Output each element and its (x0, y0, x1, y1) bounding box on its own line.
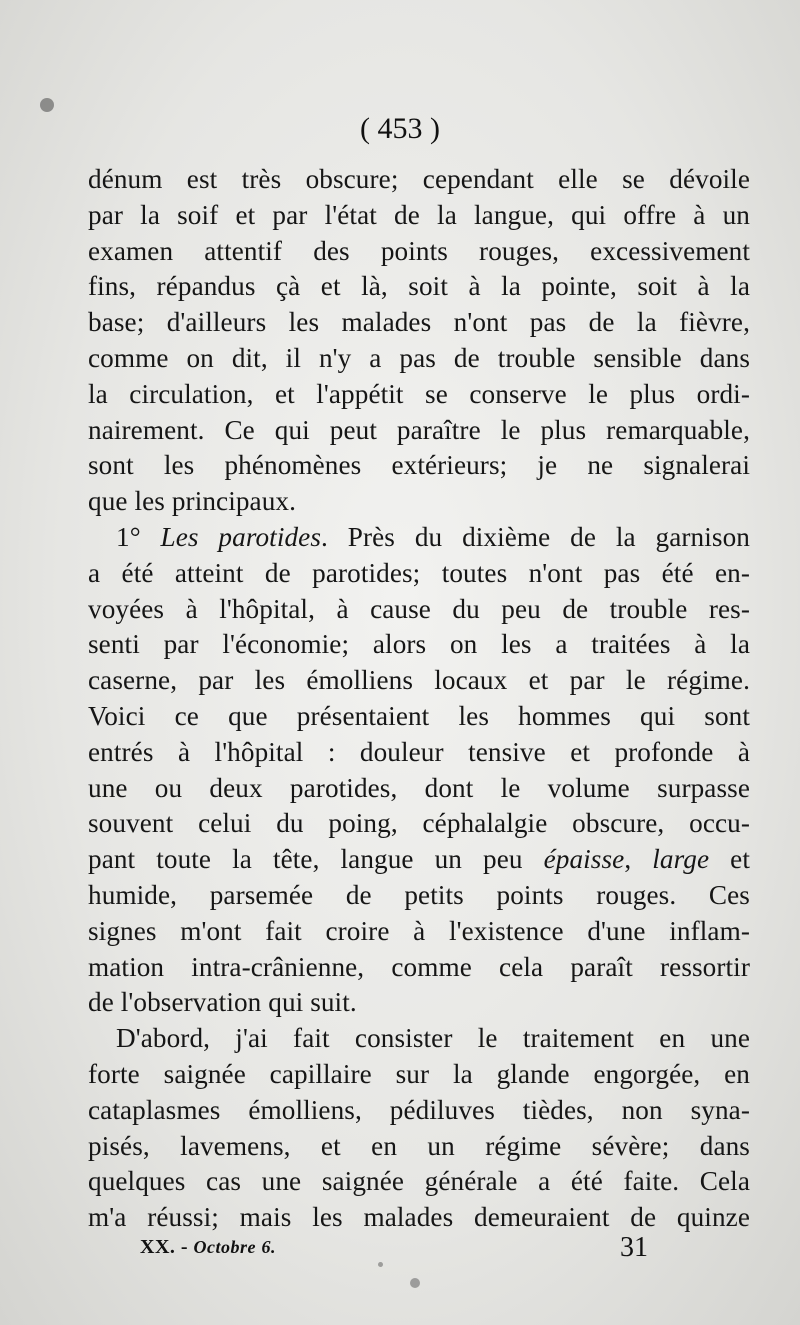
text-line: une ou deux parotides, dont le volume surpasse (88, 772, 750, 803)
text-segment: . Près du dixième de la garnison (321, 521, 750, 552)
ink-speck (410, 1278, 420, 1288)
text-line: la circulation, et l'appétit se conserve le plus ordi- (88, 378, 750, 409)
text-line: souvent celui du poing, céphalalgie obscure, occu- (88, 808, 750, 839)
text-line: pisés, lavemens, et en un régime sévère; dans (88, 1130, 750, 1161)
body-text (88, 162, 750, 1236)
text-line: senti par l'économie; alors on les a traitées à la (88, 629, 750, 660)
text-line: a été atteint de parotides; toutes n'ont pas été en- (88, 557, 750, 588)
signature-prefix: XX. - (140, 1236, 189, 1258)
signature-day: 6. (261, 1237, 277, 1257)
text-line: sont les phénomènes extérieurs; je ne signalerai (88, 450, 750, 481)
signature-month: Octobre (193, 1237, 257, 1257)
text-segment: 1° (116, 521, 161, 552)
text-line: humide, parsemée de petits points rouges. Ces (88, 879, 750, 910)
italic-segment: épaisse (543, 844, 625, 875)
text-segment: pant toute la tête, langue un peu (88, 844, 544, 875)
text-line: D'abord, j'ai fait consister le traitement en une (116, 1023, 750, 1054)
text-segment: , (624, 844, 653, 875)
page-number: ( 453 ) (360, 112, 440, 145)
text-line (88, 842, 750, 878)
text-line: signes m'ont fait croire à l'existence d'une inflam- (88, 915, 750, 946)
text-line: comme on dit, il n'y a pas de trouble sensible dans (88, 342, 750, 373)
text-line: cataplasmes émolliens, pédiluves tièdes, non syna- (88, 1094, 750, 1125)
text-line: dénum est très obscure; cependant elle se dévoile (88, 164, 750, 194)
text-line (88, 520, 750, 556)
printer-signature-mark (140, 1236, 276, 1259)
text-line: entrés à l'hôpital : douleur tensive et profonde à (88, 736, 750, 767)
text-line: fins, répandus çà et là, soit à la pointe, soit à la (88, 271, 750, 302)
ink-speck (378, 1262, 383, 1267)
text-line: que les principaux. (88, 486, 297, 517)
text-line: voyées à l'hôpital, à cause du peu de trouble res- (88, 593, 750, 624)
text-line: base; d'ailleurs les malades n'ont pas de la fièvre, (88, 307, 750, 338)
ink-speck (40, 98, 54, 112)
text-line: forte saignée capillaire sur la glande engorgée, en (88, 1058, 750, 1089)
italic-segment: Les parotides (160, 521, 322, 552)
text-line: de l'observation qui suit. (88, 987, 357, 1018)
text-line: m'a réussi; mais les malades demeuraient de quinze (88, 1202, 750, 1233)
text-line: mation intra-crânienne, comme cela paraît ressortir (88, 951, 750, 982)
italic-segment: large (652, 844, 710, 875)
sheet-number: 31 (620, 1232, 648, 1263)
text-line: examen attentif des points rouges, excessivement (88, 235, 750, 266)
text-line: nairement. Ce qui peut paraître le plus remarquable, (88, 414, 750, 445)
text-line: quelques cas une saignée générale a été faite. Cela (88, 1166, 750, 1197)
text-line: caserne, par les émolliens locaux et par le régime. (88, 665, 750, 696)
text-line: Voici ce que présentaient les hommes qui sont (88, 700, 750, 731)
text-segment: et (709, 844, 750, 875)
text-line: par la soif et par l'état de la langue, qui offre à un (88, 199, 750, 230)
